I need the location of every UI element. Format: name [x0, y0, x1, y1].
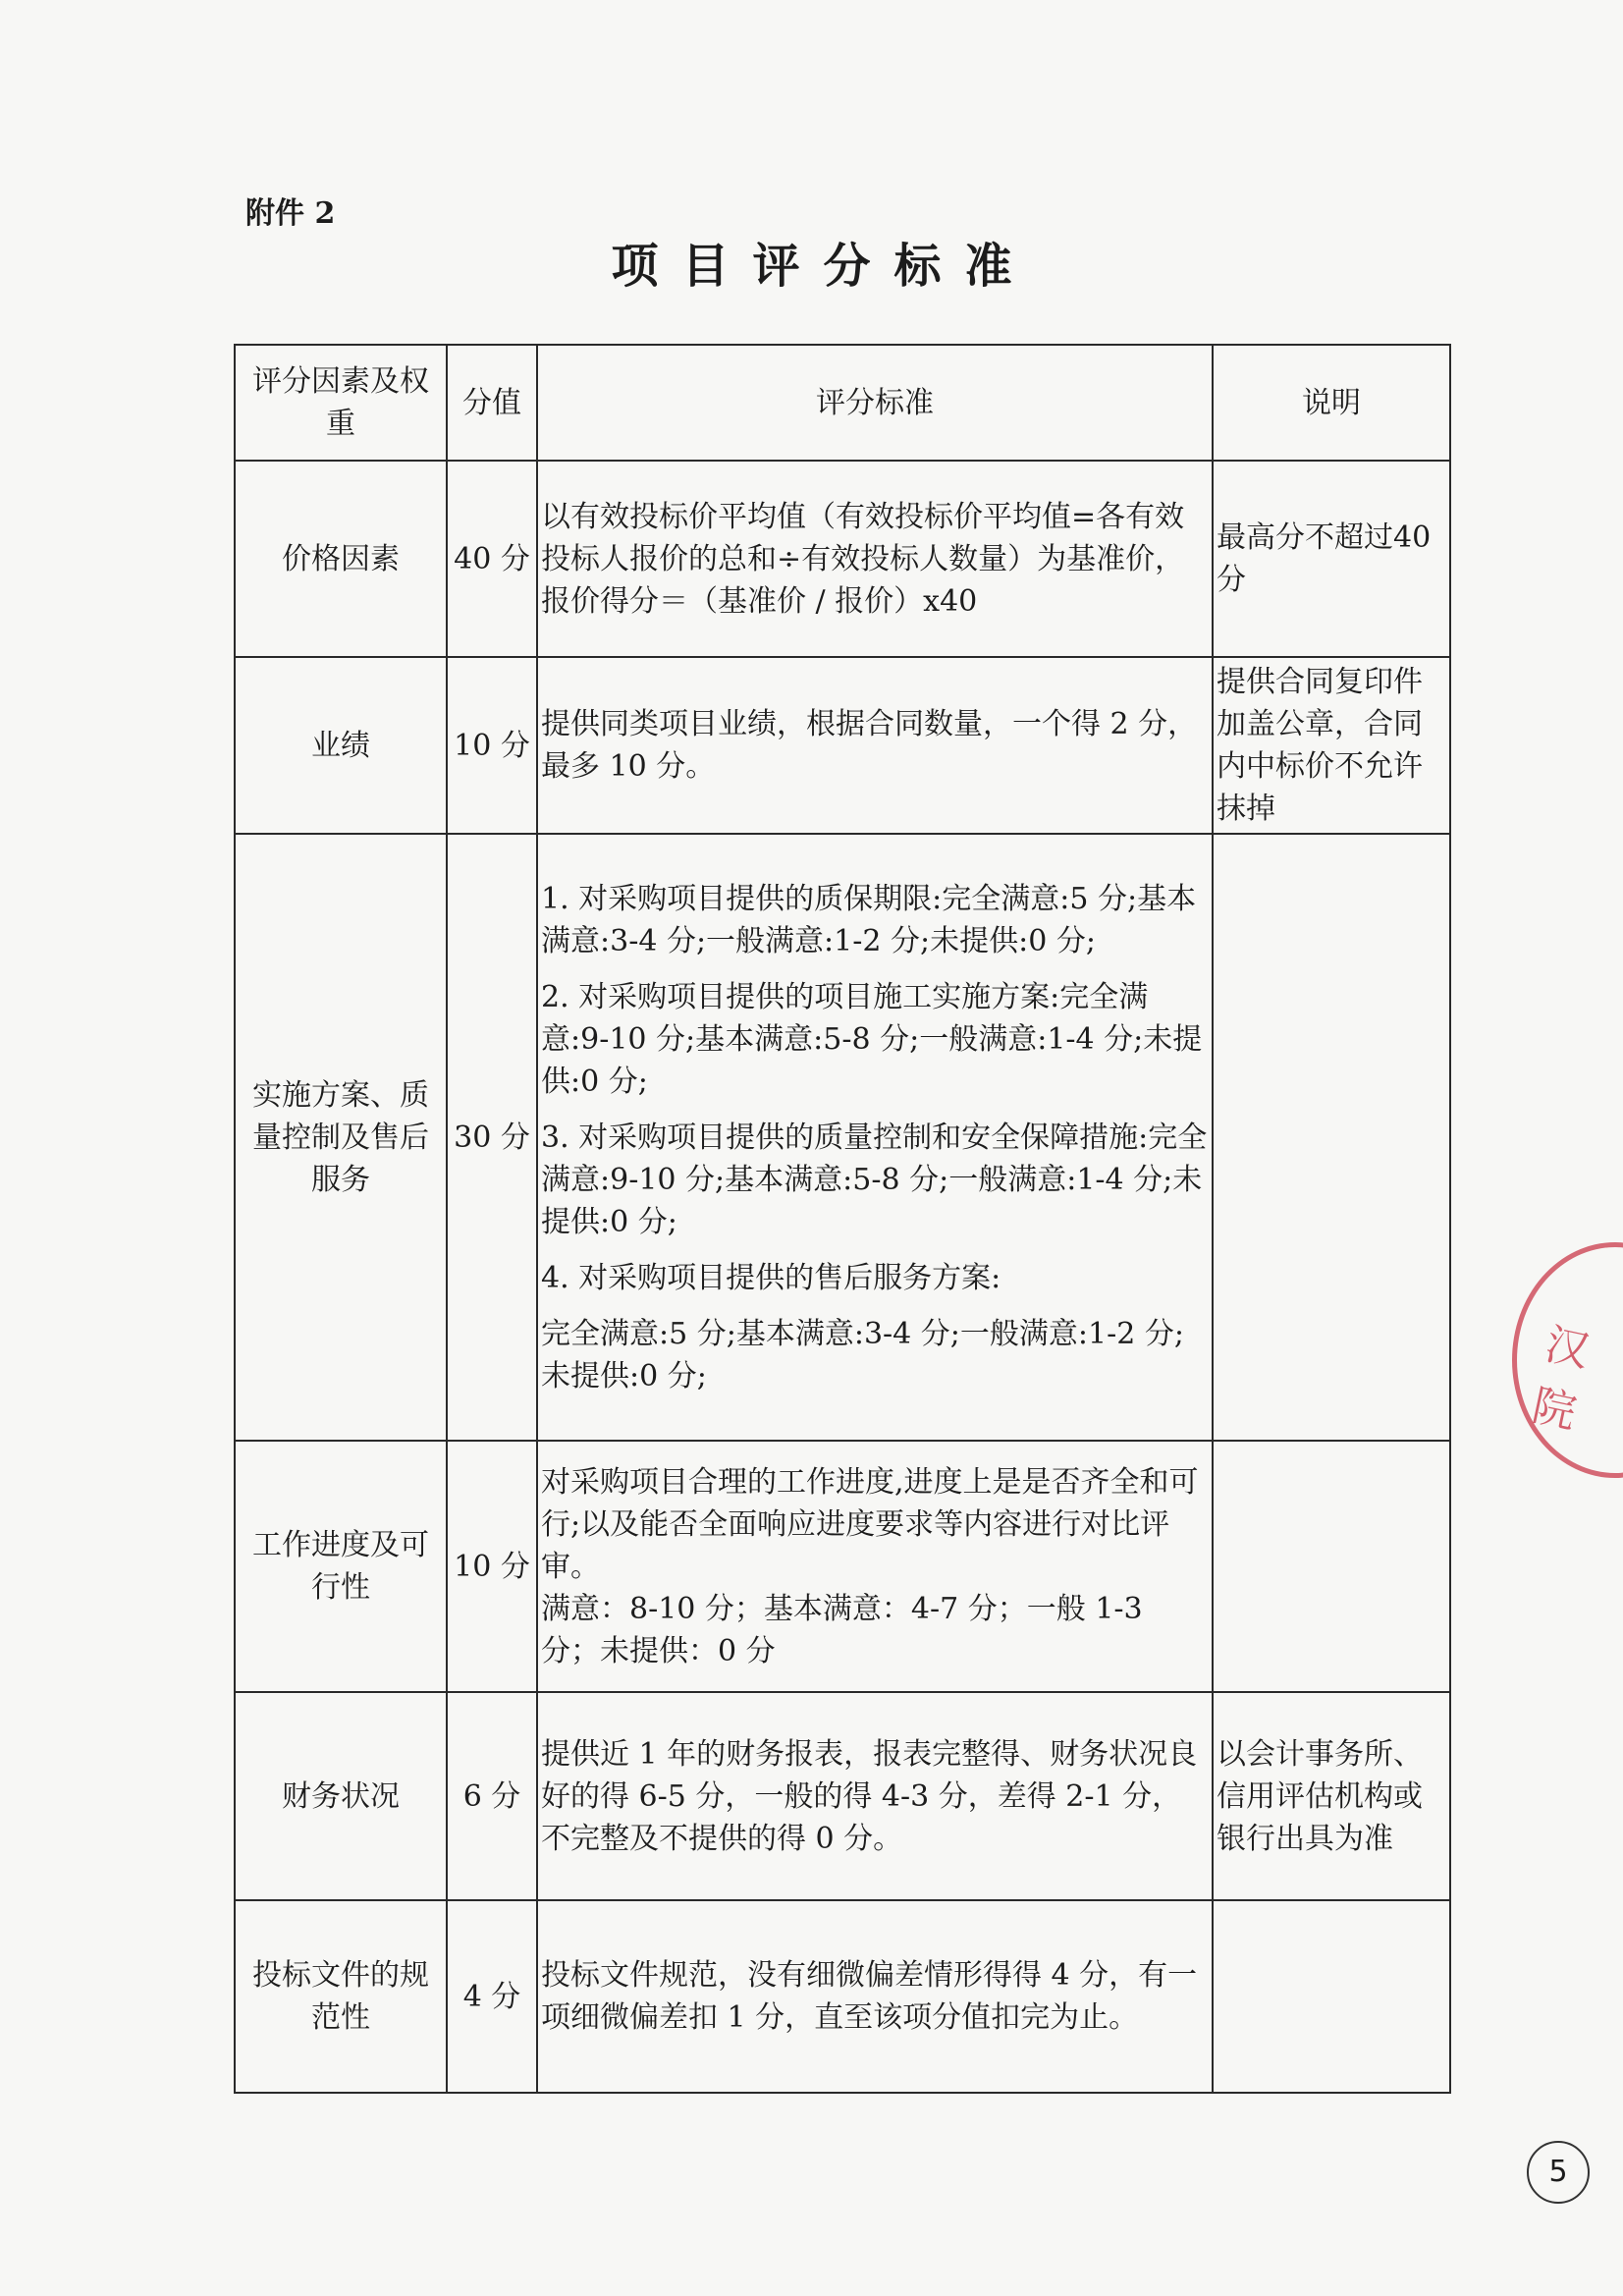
header-note: 说明 [1213, 345, 1450, 461]
row-score: 30 分 [447, 834, 537, 1441]
row-score: 6 分 [447, 1692, 537, 1900]
row-factor: 财务状况 [235, 1692, 447, 1900]
row-criteria [537, 461, 1213, 657]
row-note [1213, 1900, 1450, 2093]
criteria-item: 3. 对采购项目提供的质量控制和安全保障措施:完全满意:9-10 分;基本满意:5-8 分;一般满意:1-4 分;未提供:0 分; [541, 1120, 1208, 1239]
row-criteria [537, 1692, 1213, 1900]
row-note: 最高分不超过40 分 [1213, 461, 1450, 657]
row-factor: 投标文件的规范性 [235, 1900, 447, 2093]
row-score: 40 分 [447, 461, 537, 657]
table-row [235, 657, 1450, 834]
row-criteria [537, 657, 1213, 834]
table-row [235, 1441, 1450, 1692]
criteria-item: 投标文件规范，没有细微偏差情形得得 4 分，有一项细微偏差扣 1 分，直至该项分值扣完为止。 [541, 1958, 1198, 2035]
seal-text: 汉 院 [1528, 1319, 1601, 1441]
row-note: 提供合同复印件加盖公章，合同内中标价不允许抹掉 [1213, 657, 1450, 834]
row-score: 10 分 [447, 657, 537, 834]
row-factor: 业绩 [235, 657, 447, 834]
criteria-item: 提供同类项目业绩，根据合同数量，一个得 2 分，最多 10 分。 [541, 707, 1198, 784]
header-criteria: 评分标准 [537, 345, 1213, 461]
table-row [235, 1900, 1450, 2093]
criteria-item: 对采购项目合理的工作进度,进度上是是否齐全和可行;以及能否全面响应进度要求等内容进行对比评审。 [541, 1464, 1199, 1584]
row-factor: 工作进度及可行性 [235, 1441, 447, 1692]
row-criteria [537, 1441, 1213, 1692]
row-criteria [537, 1900, 1213, 2093]
page-number: 5 [1527, 2141, 1590, 2204]
criteria-item: 满意：8-10 分；基本满意：4-7 分；一般 1-3 分；未提供：0 分 [541, 1591, 1143, 1668]
criteria-item: 完全满意:5 分;基本满意:3-4 分;一般满意:1-2 分;未提供:0 分; [541, 1316, 1184, 1394]
row-factor: 价格因素 [235, 461, 447, 657]
header-row [235, 345, 1450, 461]
row-note [1213, 834, 1450, 1441]
criteria-item: 1. 对采购项目提供的质保期限:完全满意:5 分;基本满意:3-4 分;一般满意:1-2 分;未提供:0 分; [541, 881, 1197, 958]
criteria-item: 提供近 1 年的财务报表，报表完整得、财务状况良好的得 6-5 分，一般的得 4-3 分，差得 2-1 分，不完整及不提供的得 0 分。 [541, 1736, 1198, 1856]
table-row [235, 834, 1450, 1441]
row-factor: 实施方案、质量控制及售后服务 [235, 834, 447, 1441]
criteria-item: 2. 对采购项目提供的项目施工实施方案:完全满意:9-10 分;基本满意:5-8 分;一般满意:1-4 分;未提供:0 分; [541, 979, 1203, 1099]
page-title: 项目评分标准 [611, 239, 1036, 294]
scoring-table [234, 344, 1451, 2094]
row-note: 以会计事务所、信用评估机构或银行出具为准 [1213, 1692, 1450, 1900]
criteria-item: 以有效投标价平均值（有效投标价平均值=各有效投标人报价的总和÷有效投标人数量）为基准价，报价得分＝（基准价 / 报价）x40 [541, 499, 1185, 619]
row-note [1213, 1441, 1450, 1692]
header-score: 分值 [447, 345, 537, 461]
header-factor: 评分因素及权重 [235, 345, 447, 461]
criteria-item: 4. 对采购项目提供的售后服务方案: [541, 1260, 1001, 1295]
table-row [235, 461, 1450, 657]
table-row [235, 1692, 1450, 1900]
row-score: 10 分 [447, 1441, 537, 1692]
row-score: 4 分 [447, 1900, 537, 2093]
row-criteria [537, 834, 1213, 1441]
attachment-label: 附件 2 [245, 196, 336, 231]
